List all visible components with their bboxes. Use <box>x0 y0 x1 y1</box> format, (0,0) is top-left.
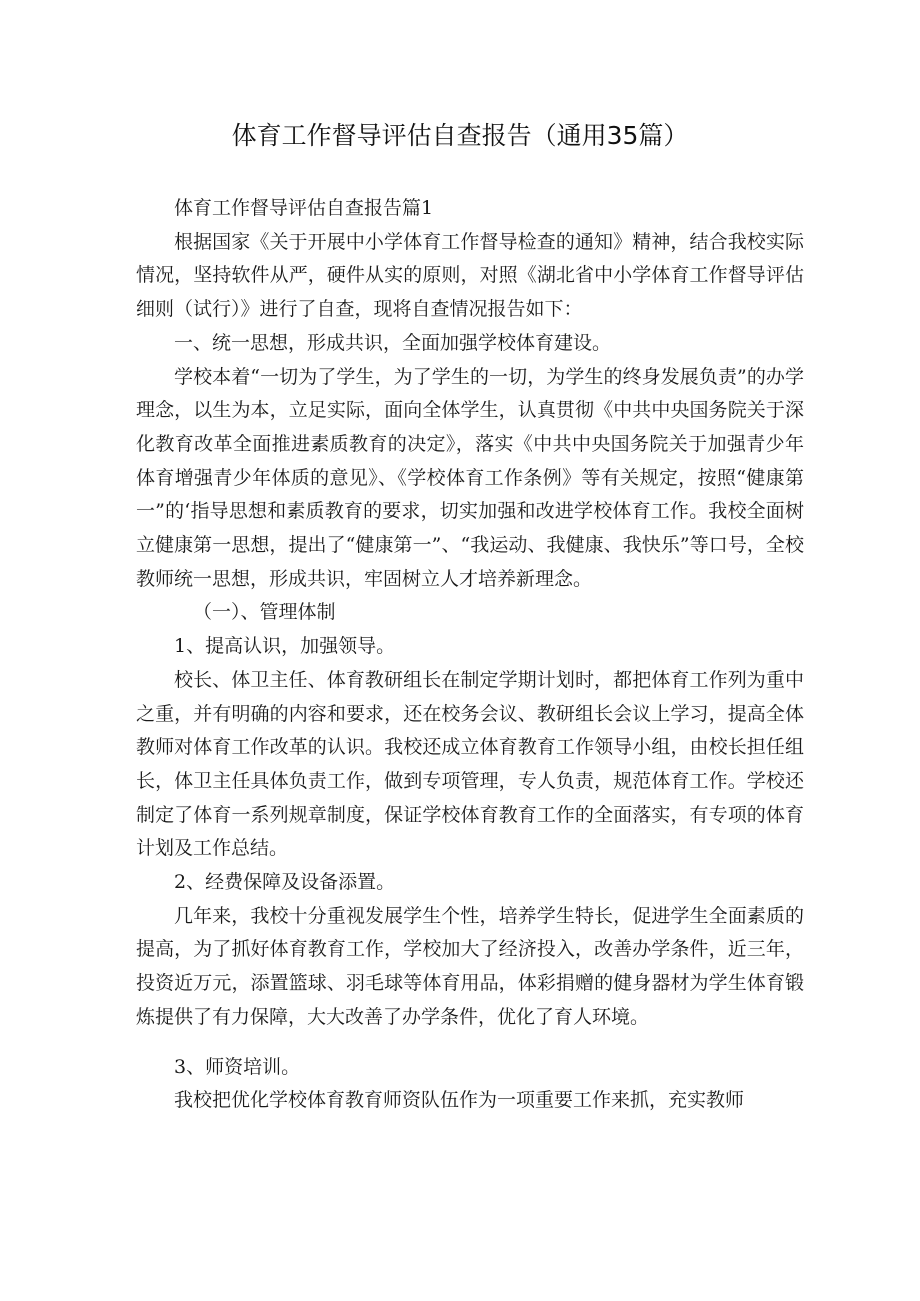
heading-part-one: 一、统一思想，形成共识，全面加强学校体育建设。 <box>174 331 612 354</box>
item-heading-1: 1、提高认识，加强领导。 <box>174 635 396 658</box>
item-heading-3: 3、师资培训。 <box>174 1055 301 1078</box>
paragraph-training: 我校把优化学校体育教育师资队伍作为一项重要工作来抓，充实教师 <box>174 1089 745 1112</box>
document-title: 体育工作督导评估自查报告（通用35篇） <box>231 121 689 150</box>
subheading-management: （一）、管理体制 <box>193 601 336 624</box>
section-heading: 体育工作督导评估自查报告篇1 <box>174 197 434 219</box>
paragraph-philosophy: 学校本着“一切为了学生，为了学生的一切，为学生的终身发展负责”的办学理念，以生为本，立足实际，面向全体学生，认真贯彻《中共中央国务院关于深化教育改革全面推进素质教育的决定》，落实《中共中央国务院关于加强青少年体育增强青少年体质的意见》、《学校体育工作条例》等有关规定，按照“健康第一”的‘指导思想和素质教育的要求，切实加强和改进学校体育工作。我校全面树立健康第一思想，提出了“健康第一”、“我运动、我健康、我快乐”等口号，全校教师统一思想，形成共识，牢固树立人才培养新理念。 <box>136 365 804 590</box>
paragraph-funding: 几年来，我校十分重视发展学生个性，培养学生特长，促进学生全面素质的提高，为了抓好体育教育工作，学校加大了经济投入，改善办学条件，近三年，投资近万元，添置篮球、羽毛球等体育用品，体彩捐赠的健身器材为学生体育锻炼提供了有力保障，大大改善了办学条件，优化了育人环境。 <box>136 904 804 1028</box>
paragraph-intro: 根据国家《关于开展中小学体育工作督导检查的通知》精神，结合我校实际情况，坚持软件从严，硬件从实的原则，对照《湖北省中小学体育工作督导评估细则（试行）》进行了自查，现将自查情况报告如下： <box>136 230 804 321</box>
paragraph-leadership: 校长、体卫主任、体育教研组长在制定学期计划时，都把体育工作列为重中之重，并有明确的内容和要求，还在校务会议、教研组长会议上学习，提高全体教师对体育工作改革的认识。我校还成立体育教育工作领导小组，由校长担任组长，体卫主任具体负责工作，做到专项管理，专人负责，规范体育工作。学校还制定了体育一系列规章制度，保证学校体育教育工作的全面落实，有专项的体育计划及工作总结。 <box>136 668 804 860</box>
document-body <box>136 192 804 1118</box>
item-heading-2: 2、经费保障及设备添置。 <box>174 871 396 894</box>
